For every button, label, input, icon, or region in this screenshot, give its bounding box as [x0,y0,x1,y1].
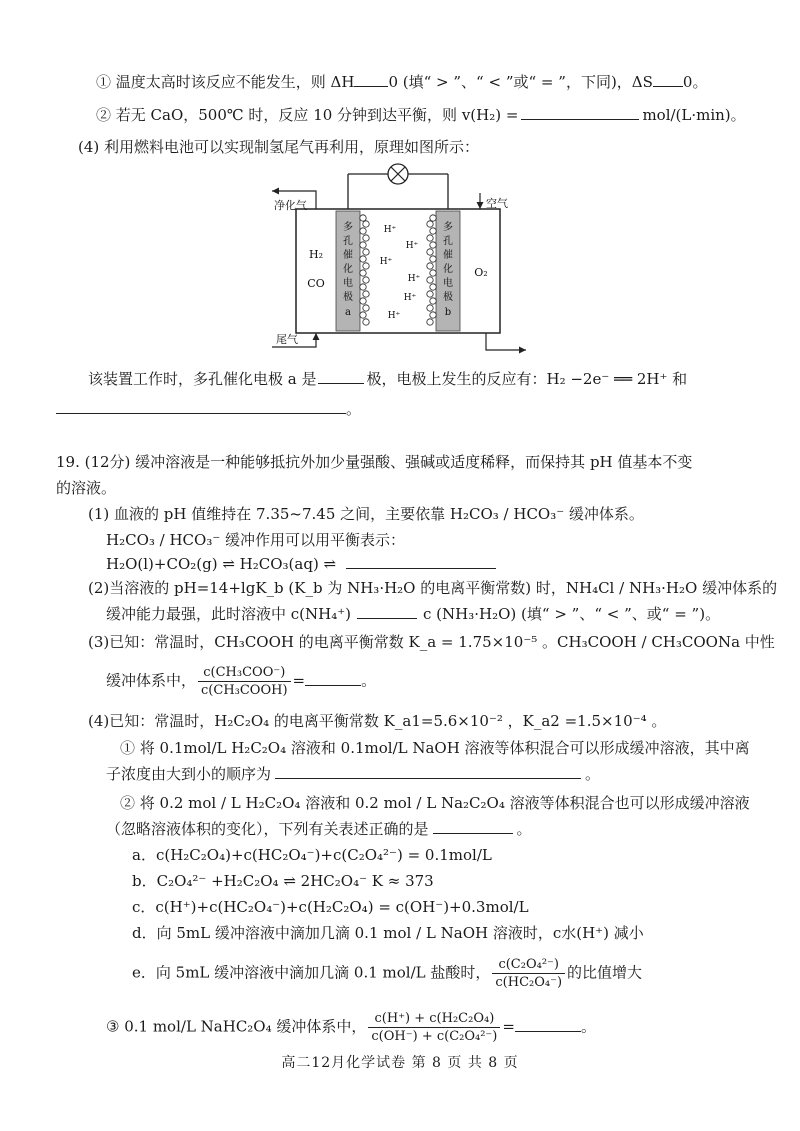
answer-blank-ion-order[interactable] [275,764,581,779]
electrode-b-char: 极 [443,292,453,303]
electrode-a-char: 极 [343,292,353,303]
q19-heading-text: 19. (12分) 缓冲溶液是一种能够抵抗外加少量强酸、强碱或适度稀释，而保持其 pH 值基本不变 [56,453,693,471]
arrow-head-icon [477,202,484,209]
q19-heading-line2 [56,477,116,499]
q18-item1-text-c: 0。 [682,73,708,91]
q19-s1-line3 [106,553,496,575]
q19-s4-i3-text: ③ 0.1 mol/L NaHC₂O₄ 缓冲体系中， [106,1017,367,1036]
electrode-b-char: 多 [443,222,453,233]
option-e [132,956,642,991]
q19-s4-i3 [106,1010,596,1045]
answer-blank-rate[interactable] [521,105,639,120]
q19-s2-line1 [88,577,777,599]
q19-s4-i3-end: 。 [580,1017,596,1036]
q19-s1-text3: H₂O(l)+CO₂(g) ⇌ H₂CO₃(aq) ⇌ [106,555,337,573]
option-d [132,922,644,944]
answer-blank-ds[interactable] [653,72,683,87]
arrow-head-icon [272,188,279,195]
answer-blank-options[interactable] [433,819,513,834]
ratio-oxalate-fraction [492,956,565,991]
q18-item2-text-a: ② 若无 CaO，500℃ 时，反应 10 分钟到达平衡，则 v(H₂) = [96,106,519,124]
q19-s4-i2-text1: ② 将 0.2 mol / L H₂C₂O₄ 溶液和 0.2 mol / L Na₂C₂O₄ 溶液等体积混合也可以形成缓冲溶液 [120,794,750,812]
answer-blank-bioxalate[interactable] [515,1017,581,1032]
option-e-text-b: 的比值增大 [567,963,643,982]
electrode-a-char: 电 [343,278,353,289]
option-b [132,870,434,892]
answer-blank-dh[interactable] [354,72,388,87]
fraction-denominator: c(HC₂O₄⁻) [495,975,563,990]
arrow-head-icon [519,347,526,354]
proton-label: H⁺ [379,257,393,267]
electrode-b-char: 化 [443,264,453,275]
q19-s3-text2a: 缓冲体系中， [106,671,197,690]
label-air: 空气 [486,197,508,210]
option-e-text-a: e．向 5mL 缓冲溶液中滴加几滴 0.1 mol/L 盐酸时， [132,963,491,982]
q19-s4-i2-text2: （忽略溶液体积的变化），下列有关表述正确的是 [106,820,429,838]
answer-blank-electrode[interactable] [318,369,364,384]
q19-s4-i2-end: 。 [516,820,532,838]
electrode-b-char: b [444,307,452,318]
option-a [132,844,492,866]
q19-s4-i1-text2: 子浓度由大到小的顺序为 [106,765,272,783]
q19-s4-i1-line2 [106,763,600,785]
gas-h2: H₂ [308,248,324,261]
q18-sub4 [78,136,479,158]
q18-item1-text-b: 0 (填“ > ”、“ < ”或“ = ”，下同)，ΔS [388,73,653,91]
proton-label: H⁺ [387,311,401,321]
q19-s1-line1 [88,503,644,525]
q19-s4-i1-end: 。 [585,765,601,783]
ratio-acetate-fraction [198,664,291,699]
q19-s3-line2 [106,664,376,699]
answer-blank-ratio[interactable] [305,671,361,686]
q18-answer-line [88,368,687,390]
fraction-denominator: c(CH₃COOH) [201,683,288,698]
q18-item2-text-b: mol/(L·min)。 [642,106,746,124]
option-a-text: a．c(H₂C₂O₄)+c(HC₂O₄⁻)+c(C₂O₄²⁻) = 0.1mol/L [132,846,492,864]
label-clean-gas: 净化气 [274,199,307,212]
answer-blank-equilibrium[interactable] [346,554,496,569]
electrode-a-char: 化 [343,264,353,275]
electrode-a-char: 催 [343,250,353,261]
q19-s2-line2 [106,603,720,625]
equals-sign: = [292,671,306,690]
q19-s3-end: 。 [361,671,377,690]
q19-s2-text2a: 缓冲能力最强，此时溶液中 c(NH₄⁺) [106,605,352,623]
q18-sub4-text: (4) 利用燃料电池可以实现制氢尾气再利用，原理如图所示： [78,138,480,156]
q18-item1 [96,71,707,93]
q18-item1-text-a: ① 温度太高时该反应不能发生，则 ΔH [96,73,355,91]
answer-blank-reaction[interactable] [56,399,346,414]
q18-answer-text-a: 该装置工作时，多孔催化电极 a 是 [88,370,317,388]
q18-answer-end: 。 [346,400,362,418]
electrode-b-char: 电 [443,278,453,289]
q19-s3-text1: (3)已知：常温时，CH₃COOH 的电离平衡常数 K_a = 1.75×10⁻⁵ 。CH₃COOH / CH₃COONa 中性 [88,633,775,651]
q19-s1-text2: H₂CO₃ / HCO₃⁻ 缓冲作用可以用平衡表示： [106,531,406,549]
proton-label: H⁺ [403,293,417,303]
fraction-numerator: c(C₂O₄²⁻) [492,956,565,974]
q19-s4-i2-line1 [120,792,750,814]
electrode-b-char: 孔 [443,236,453,247]
equals-sign: = [502,1017,515,1036]
page-footer: 高二12月化学试卷 第 8 页 共 8 页 [281,1055,519,1071]
option-c-text: c．c(H⁺)+c(HC₂O₄⁻)+c(H₂C₂O₄) = c(OH⁻)+0.3mol/L [132,898,529,916]
ratio-bioxalate-fraction [368,1010,500,1045]
option-d-text: d．向 5mL 缓冲溶液中滴加几滴 0.1 mol / L NaOH 溶液时，c水(H⁺) 减小 [132,924,644,942]
answer-blank-compare[interactable] [357,604,417,619]
gas-co: CO [307,277,325,290]
q19-s4-text1: (4)已知：常温时，H₂C₂O₄ 的电离平衡常数 K_a1=5.6×10⁻² ，K_a2 =1.5×10⁻⁴ 。 [88,712,667,730]
q19-heading-text2: 的溶液。 [56,479,117,497]
fraction-denominator: c(OH⁻) + c(C₂O₄²⁻) [371,1029,498,1044]
q19-s3-line1 [88,631,775,653]
q19-s1-line2 [106,529,405,551]
q18-item2 [96,104,746,126]
option-b-text: b．C₂O₄²⁻ +H₂C₂O₄ ⇌ 2HC₂O₄⁻ K ≈ 373 [132,872,434,890]
electrode-a-char: 孔 [343,236,353,247]
fraction-numerator: c(CH₃COO⁻) [198,664,291,682]
electrode-a-char: a [345,307,351,318]
electrode-b-char: 催 [443,250,453,261]
q19-s4-i1-line1 [120,737,750,759]
option-c [132,896,529,918]
q19-s4-line1 [88,710,666,732]
q19-s4-i2-line2 [106,818,532,840]
q18-answer-text-b: 极，电极上发生的反应有：H₂ −2e⁻ ══ 2H⁺ 和 [366,370,688,388]
q19-heading [56,451,692,473]
fraction-numerator: c(H⁺) + c(H₂C₂O₄) [368,1010,500,1028]
electrode-a-char: 多 [343,222,353,233]
q19-s1-text1: (1) 血液的 pH 值维持在 7.35~7.45 之间，主要依靠 H₂CO₃ / HCO₃⁻ 缓冲体系。 [88,505,644,523]
lamp-icon [388,164,408,184]
proton-label: H⁺ [383,225,397,235]
q19-s2-text1: (2)当溶液的 pH=14+lgK_b (K_b 为 NH₃·H₂O 的电离平衡常数) 时，NH₄Cl / NH₃·H₂O 缓冲体系的 [88,579,778,597]
q19-s2-text2b: c (NH₃·H₂O) (填“ > ”、“ < ”、或“ = ”)。 [423,605,721,623]
q19-s4-i1-text1: ① 将 0.1mol/L H₂C₂O₄ 溶液和 0.1mol/L NaOH 溶液等体积混合可以形成缓冲溶液，其中离 [120,739,750,757]
gas-o2: O₂ [474,266,488,279]
q18-answer-line2 [56,398,361,420]
arrow-head-icon [313,333,320,340]
proton-label: H⁺ [407,274,421,284]
fuel-cell-diagram [262,160,542,360]
label-tail-gas: 尾气 [276,333,298,346]
proton-label: H⁺ [405,241,419,251]
